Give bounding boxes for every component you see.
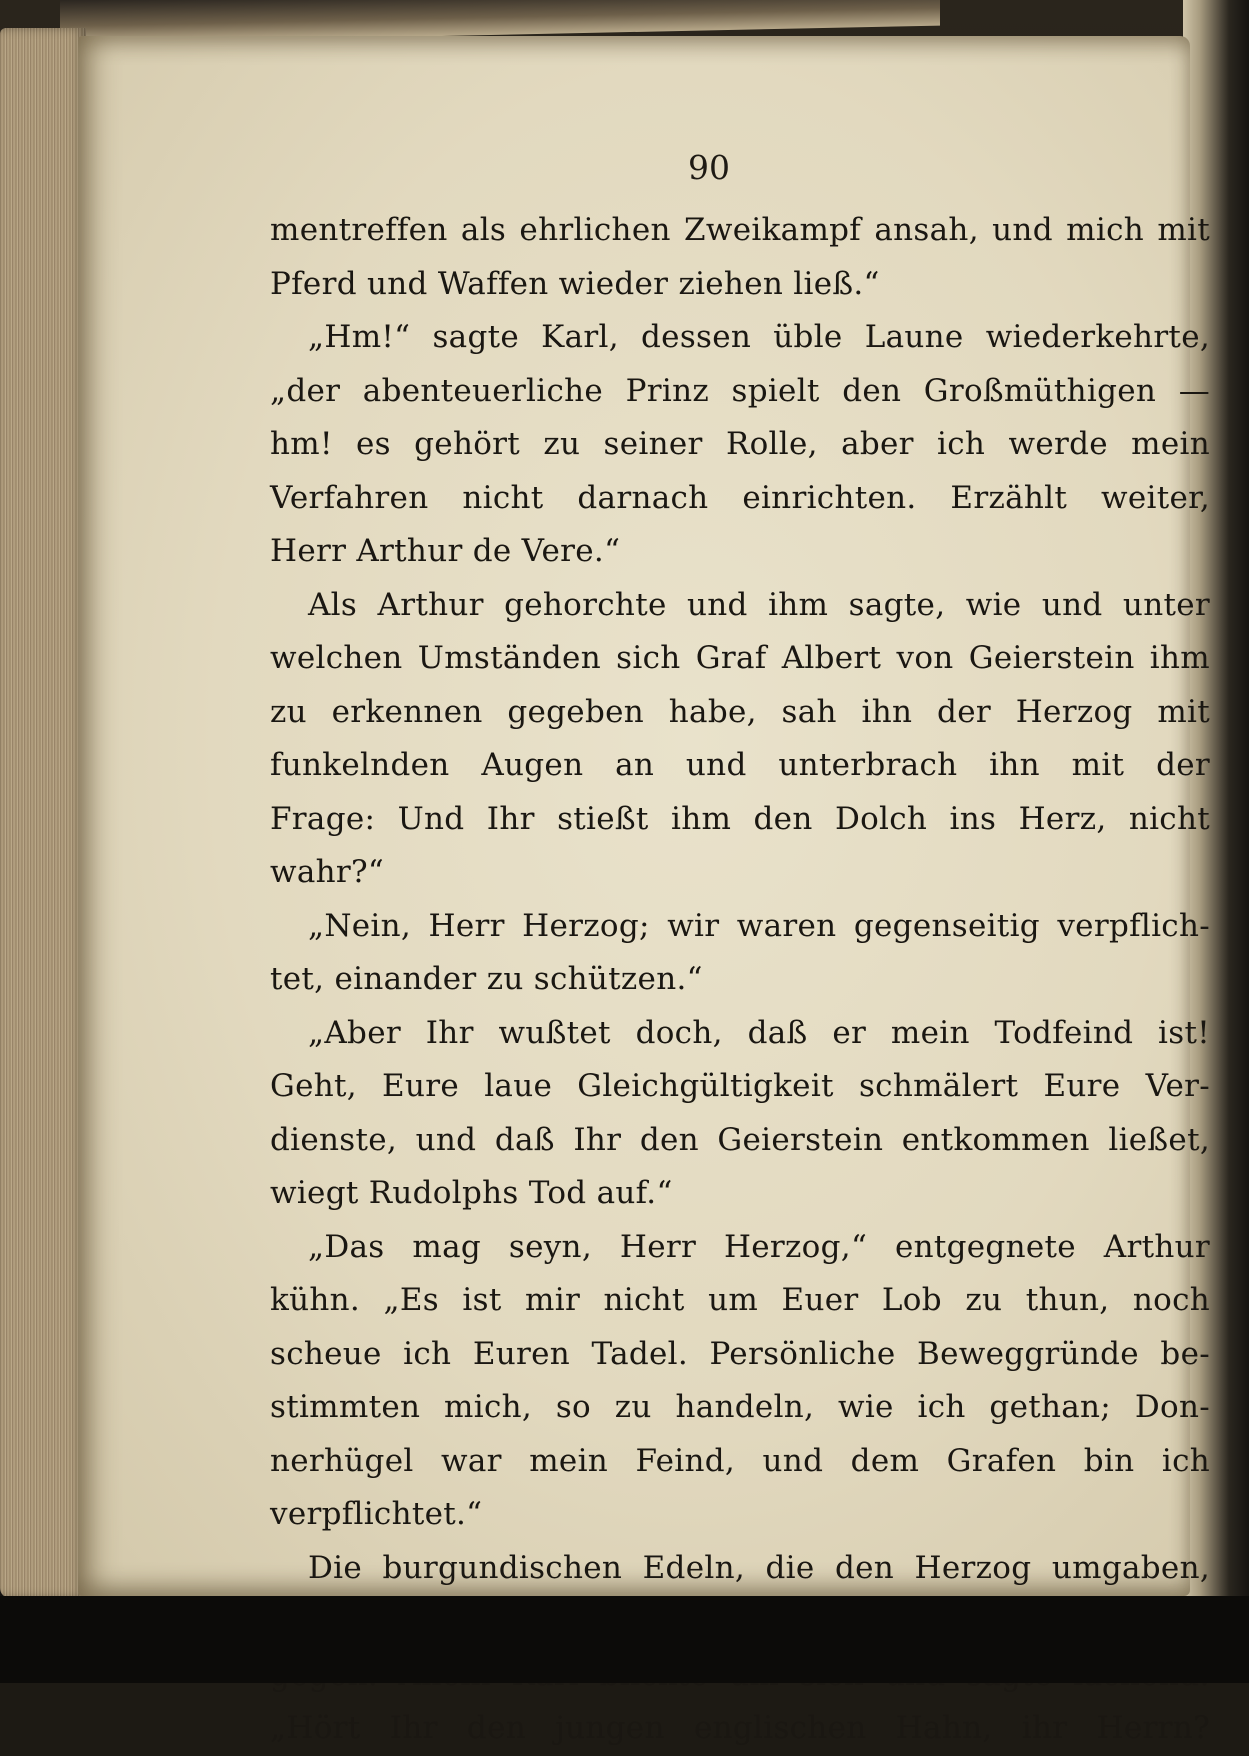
text-line: verpflichtet.“: [270, 1496, 483, 1532]
text-line: welchen Umständen sich Graf Albert von Geierstein ihm: [270, 640, 1210, 676]
book-page: [78, 36, 1210, 1746]
text-line: kühn. „Es ist mir nicht um Euer Lob zu thun, noch: [270, 1282, 1210, 1318]
text-line: Die burgundischen Edeln, die den Herzog umgaben,: [308, 1549, 1210, 1586]
text-line: tet, einander zu schützen.“: [270, 961, 703, 997]
text-line: Frage: Und Ihr stießt ihm den Dolch ins Herz, nicht: [270, 800, 1210, 837]
text-line: wahr?“: [270, 854, 385, 890]
text-line: Verfahren nicht darnach einrichten. Erzählt weiter,: [270, 479, 1210, 516]
text-line: „Das mag seyn, Herr Herzog,“ entgegnete Arthur: [308, 1228, 1210, 1265]
text-line: scheue ich Euren Tadel. Persönliche Beweggründe be-: [270, 1335, 1210, 1372]
background-bottom: [0, 1596, 1249, 1683]
text-line: nerhügel war mein Feind, und dem Grafen bin ich: [270, 1442, 1210, 1479]
text-line: hm! es gehört zu seiner Rolle, aber ich werde mein: [270, 426, 1210, 462]
text-line: zu erkennen gegeben habe, sah ihn der Herzog mit: [270, 693, 1210, 730]
text-line: „Nein, Herr Herzog; wir waren gegenseitig verpflich-: [308, 907, 1210, 944]
text-line: „Hört Ihr den jungen englischen Hahn, ihr Herrn?: [270, 1710, 1210, 1746]
page-text: [270, 204, 1210, 1756]
page-number: 90: [688, 148, 730, 187]
text-line: funkelnden Augen an und unterbrach ihn mit der: [270, 747, 1210, 783]
text-line: Herr Arthur de Vere.“: [270, 533, 621, 569]
text-line: „der abenteuerliche Prinz spielt den Großmüthigen —: [270, 372, 1210, 409]
text-line: stimmten mich, so zu handeln, wie ich gethan; Don-: [270, 1389, 1210, 1425]
text-line: mentreffen als ehrlichen Zweikampf ansah, und mich mit: [270, 212, 1210, 248]
text-line: Als Arthur gehorchte und ihm sagte, wie und unter: [308, 586, 1210, 623]
book-page-stack: [0, 28, 86, 1598]
text-line: dienste, und daß Ihr den Geierstein entkommen ließet,: [270, 1121, 1210, 1158]
text-line: Pferd und Waffen wieder ziehen ließ.“: [270, 265, 880, 302]
text-line: „Hm!“ sagte Karl, dessen üble Laune wiederkehrte,: [308, 319, 1210, 355]
text-line: wiegt Rudolphs Tod auf.“: [270, 1175, 673, 1211]
text-line: Geht, Eure laue Gleichgültigkeit schmälert Eure Ver-: [270, 1068, 1210, 1104]
text-line: „Aber Ihr wußtet doch, daß er mein Todfeind ist!: [308, 1014, 1210, 1051]
